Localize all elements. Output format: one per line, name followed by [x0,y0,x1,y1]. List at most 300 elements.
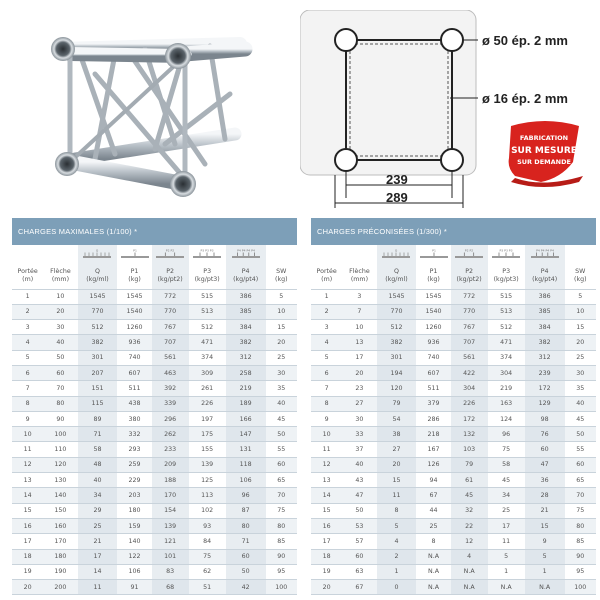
table-cell: 70 [43,381,77,396]
table-cell: 23 [342,381,376,396]
table-cell: 45 [488,473,525,488]
load-diagram-cell [377,245,417,263]
load-diagram-icon [419,248,449,260]
load-diagram-cell [117,245,151,263]
table-cell: 2 [12,304,43,319]
max-loads-title: CHARGES MAXIMALES (1/100) * [12,218,297,245]
table-cell: 770 [377,304,417,319]
brace-label: ø 16 ép. 2 mm [482,91,568,106]
column-header-row [12,263,297,289]
load-diagram-label: P4 P4 P4 P4 [236,248,255,253]
table-cell: 90 [266,549,297,564]
table-cell: 50 [266,427,297,442]
table-cell: 17 [78,549,118,564]
table-cell: 770 [152,304,189,319]
table-cell: 15 [377,473,417,488]
column-header-unit: (m) [22,275,34,283]
table-cell: 207 [78,365,118,380]
outer-width-label: 289 [386,190,408,205]
table-cell: 422 [451,365,488,380]
column-header-unit: (mm) [350,275,369,283]
table-cell: 93 [189,518,226,533]
table-cell: 58 [78,442,118,457]
table-cell: 71 [78,427,118,442]
table-cell: 304 [451,381,488,396]
column-header-name: Q [94,267,100,275]
table-cell: 175 [189,427,226,442]
table-cell: 60 [525,442,565,457]
table-cell: 98 [525,411,565,426]
column-header-name: Flèche [349,267,370,275]
table-cell: 124 [488,411,525,426]
table-cell: 60 [342,549,376,564]
table-cell: 4 [12,335,43,350]
load-diagram-icon [82,248,112,260]
table-cell: 312 [226,350,266,365]
table-cell: 150 [43,503,77,518]
table-row [12,564,297,579]
table-cell: 190 [43,564,77,579]
column-header [488,263,525,289]
table-row [12,549,297,564]
empty-cell [43,245,77,263]
column-header [342,263,376,289]
outer-tube-label: ø 50 ép. 2 mm [482,33,568,48]
column-header-unit: (kg) [427,275,440,283]
table-cell: 740 [416,350,450,365]
table-cell: 40 [43,335,77,350]
table-cell: 79 [451,457,488,472]
table-cell: 511 [117,381,151,396]
table-cell: 34 [78,488,118,503]
table-cell: 1260 [416,320,450,335]
table-cell: 160 [43,518,77,533]
table-cell: 25 [78,518,118,533]
table-cell: 62 [189,564,226,579]
load-diagram-icon [231,248,261,260]
table-cell: 5 [565,289,596,304]
table-cell: 85 [565,534,596,549]
table-cell: 11 [12,442,43,457]
table-cell: 68 [152,580,189,595]
table-cell: 515 [488,289,525,304]
table-cell: 84 [189,534,226,549]
table-cell: 166 [226,411,266,426]
table-cell: 28 [525,488,565,503]
table-cell: 239 [525,365,565,380]
table-cell: 10 [43,289,77,304]
load-diagram-icon [454,248,484,260]
table-cell: 27 [377,442,417,457]
table-cell: 172 [525,381,565,396]
table-cell: 385 [226,304,266,319]
table-cell: 140 [43,488,77,503]
table-cell: 83 [152,564,189,579]
table-row [311,289,596,304]
table-cell: 96 [488,427,525,442]
table-row [12,534,297,549]
table-cell: 80 [43,396,77,411]
table-cell: 90 [565,549,596,564]
empty-cell [311,245,342,263]
table-cell: 139 [189,457,226,472]
table-cell: 170 [43,534,77,549]
table-cell: 20 [377,457,417,472]
table-cell: 13 [12,473,43,488]
table-cell: 37 [342,442,376,457]
recommended-loads-table [311,218,596,590]
column-header [43,263,77,289]
table-row [311,396,596,411]
table-row [311,580,596,595]
table-cell: 332 [117,427,151,442]
load-diagram-label: Q [96,248,99,253]
table-cell: 1260 [117,320,151,335]
table-cell: 1545 [117,289,151,304]
column-header [525,263,565,289]
load-diagram-label: P3 P3 P3 [200,248,214,253]
table-cell: 14 [311,488,342,503]
table-cell: 261 [189,381,226,396]
table-cell: 63 [342,564,376,579]
column-header-name: P3 [203,267,212,275]
table-row [311,427,596,442]
table-cell: 89 [78,411,118,426]
table-cell: 936 [117,335,151,350]
table-cell: 35 [266,381,297,396]
table-cell: 380 [117,411,151,426]
table-cell: 200 [43,580,77,595]
table-cell: 170 [152,488,189,503]
table-cell: 55 [266,442,297,457]
load-diagram-cell [416,245,450,263]
empty-cell [565,245,596,263]
table-cell: 512 [488,320,525,335]
table-cell: 58 [488,457,525,472]
table-row [311,534,596,549]
table-cell: 262 [152,427,189,442]
table-cell: N.A [488,580,525,595]
table-cell: 13 [311,473,342,488]
table-cell: 6 [12,365,43,380]
table-cell: 3 [12,320,43,335]
table-cell: 293 [117,442,151,457]
table-row [311,381,596,396]
empty-cell [342,245,376,263]
load-diagram-cell [525,245,565,263]
table-cell: 50 [226,564,266,579]
table-cell: 121 [152,534,189,549]
table-cell: 226 [189,396,226,411]
table-row [12,411,297,426]
table-row [12,381,297,396]
table-cell: 233 [152,442,189,457]
table-cell: 48 [78,457,118,472]
table-cell: 1545 [377,289,417,304]
table-cell: 10 [12,427,43,442]
table-cell: 126 [416,457,450,472]
table-cell: 17 [488,518,525,533]
table-cell: 100 [43,427,77,442]
load-diagram-label: P1 [132,248,137,253]
column-header [78,263,118,289]
table-cell: 226 [451,396,488,411]
table-cell: 30 [43,320,77,335]
table-cell: 19 [12,564,43,579]
table-cell: 5 [311,350,342,365]
column-header-name: P2 [166,267,175,275]
table-cell: 258 [226,365,266,380]
table-cell: 218 [416,427,450,442]
table-cell: 45 [451,488,488,503]
table-cell: 27 [342,396,376,411]
table-cell: 85 [266,534,297,549]
table-cell: 18 [12,549,43,564]
table-row [311,549,596,564]
column-header-unit: (kg/pt2) [456,275,482,283]
table-cell: 194 [377,365,417,380]
table-cell: 101 [152,549,189,564]
column-header-name: P1 [429,267,438,275]
table-cell: 75 [488,442,525,457]
table-cell: 5 [12,350,43,365]
table-cell: 15 [525,518,565,533]
table-cell: N.A [451,564,488,579]
table-row [311,503,596,518]
table-cell: 139 [152,518,189,533]
table-cell: 30 [565,365,596,380]
table-cell: 382 [525,335,565,350]
inner-width-label: 239 [386,172,408,187]
table-cell: 17 [12,534,43,549]
column-header [311,263,342,289]
table-cell: N.A [525,580,565,595]
table-cell: 100 [565,580,596,595]
table-cell: 75 [565,503,596,518]
table-cell: 12 [311,457,342,472]
load-diagram-cell [226,245,266,263]
empty-cell [266,245,297,263]
table-cell: 57 [342,534,376,549]
table-cell: 172 [451,411,488,426]
table-row [12,580,297,595]
table-cell: 382 [226,335,266,350]
table-cell: 374 [488,350,525,365]
table-cell: 515 [189,289,226,304]
column-header-name: SW [575,267,586,275]
table-cell: 1540 [416,304,450,319]
table-row [12,442,297,457]
load-diagram-cell [451,245,488,263]
table-cell: 219 [226,381,266,396]
table-cell: 561 [152,350,189,365]
table-cell: 40 [266,396,297,411]
table-cell: 5 [488,549,525,564]
table-cell: 30 [342,411,376,426]
table-cell: 115 [78,396,118,411]
table-cell: 163 [488,396,525,411]
table-cell: 35 [565,381,596,396]
table-cell: 25 [565,350,596,365]
load-diagram-icon [530,248,560,260]
table-cell: 95 [565,564,596,579]
table-cell: 50 [342,503,376,518]
table-cell: 96 [226,488,266,503]
table-cell: 106 [117,564,151,579]
table-cell: 80 [565,518,596,533]
table-cell: 129 [525,396,565,411]
table-cell: 47 [525,457,565,472]
column-header-unit: (kg/pt2) [157,275,183,283]
max-loads-table [12,218,297,590]
table-row [12,488,297,503]
table-cell: 21 [525,503,565,518]
table-cell: 382 [377,335,417,350]
table-cell: 70 [565,488,596,503]
load-diagram-label: P3 P3 P3 [499,248,513,253]
table-cell: 463 [152,365,189,380]
load-diagram-cell [78,245,118,263]
table-cell: 772 [451,289,488,304]
table-cell: 90 [43,411,77,426]
load-diagram-icon [491,248,521,260]
table-cell: 309 [189,365,226,380]
table-cell: 229 [117,473,151,488]
table-cell: 8 [311,396,342,411]
table-cell: 512 [189,320,226,335]
column-header-unit: (kg) [574,275,587,283]
column-header-name: P3 [502,267,511,275]
table-cell: 513 [189,304,226,319]
table-cell: 30 [266,365,297,380]
column-header-unit: (kg/ml) [86,275,109,283]
table-cell: 4 [451,549,488,564]
column-header-unit: (kg/pt4) [233,275,259,283]
table-cell: 75 [189,549,226,564]
table-cell: 151 [78,381,118,396]
table-cell: 8 [12,396,43,411]
load-diagram-label: P4 P4 P4 P4 [535,248,554,253]
table-cell: 9 [311,411,342,426]
table-cell: 11 [78,580,118,595]
table-cell: 209 [152,457,189,472]
table-cell: 106 [226,473,266,488]
table-cell: 770 [451,304,488,319]
table-cell: 132 [451,427,488,442]
table-row [311,320,596,335]
table-row [12,457,297,472]
table-cell: 38 [377,427,417,442]
table-cell: 339 [152,396,189,411]
table-cell: 125 [189,473,226,488]
table-cell: 4 [377,534,417,549]
load-diagram-cell [488,245,525,263]
table-cell: 12 [451,534,488,549]
table-cell: 304 [488,365,525,380]
column-header-name: SW [276,267,287,275]
table-row [12,518,297,533]
table-cell: 561 [451,350,488,365]
table-cell: 607 [117,365,151,380]
column-header [266,263,297,289]
table-cell: 110 [43,442,77,457]
load-diagram-label: Q [395,248,398,253]
table-cell: 15 [311,503,342,518]
table-row [12,304,297,319]
table-cell: 1 [12,289,43,304]
table-cell: 1545 [416,289,450,304]
table-cell: 131 [226,442,266,457]
load-diagram-label: P2 P2 [464,248,474,253]
table-cell: 55 [565,442,596,457]
column-header [117,263,151,289]
table-cell: 384 [226,320,266,335]
table-cell: 44 [416,503,450,518]
table-cell: 707 [152,335,189,350]
table-cell: 103 [451,442,488,457]
table-cell: 180 [117,503,151,518]
table-cell: N.A [416,580,450,595]
table-cell: 65 [266,473,297,488]
table-row [12,320,297,335]
column-header [189,263,226,289]
column-header [12,263,43,289]
table-cell: 45 [266,411,297,426]
table-row [311,411,596,426]
table-cell: 154 [152,503,189,518]
table-cell: 1 [377,564,417,579]
table-cell: 60 [226,549,266,564]
table-cell: 9 [525,534,565,549]
table-cell: 10 [311,427,342,442]
table-cell: 80 [266,518,297,533]
table-cell: 386 [226,289,266,304]
table-cell: 189 [226,396,266,411]
table-cell: 43 [342,473,376,488]
table-cell: 6 [311,365,342,380]
table-cell: 259 [117,457,151,472]
table-cell: N.A [416,564,450,579]
table-cell: 10 [266,304,297,319]
table-cell: 707 [451,335,488,350]
badge-line-1: FABRICATION [519,134,569,142]
load-diagram-icon [120,248,150,260]
table-cell: 65 [565,473,596,488]
table-cell: 9 [12,411,43,426]
column-header [565,263,596,289]
table-cell: 80 [226,518,266,533]
table-cell: 8 [377,503,417,518]
table-cell: 113 [189,488,226,503]
table-cell: 1545 [78,289,118,304]
table-cell: 40 [565,396,596,411]
table-cell: 25 [488,503,525,518]
table-cell: 471 [189,335,226,350]
table-cell: N.A [416,549,450,564]
table-cell: 140 [117,534,151,549]
table-cell: 50 [43,350,77,365]
table-cell: 155 [189,442,226,457]
empty-cell [12,245,43,263]
table-row [311,564,596,579]
table-cell: 20 [12,580,43,595]
table-cell: 67 [342,580,376,595]
table-cell: 767 [152,320,189,335]
table-cell: 767 [451,320,488,335]
table-cell: 936 [416,335,450,350]
column-header-name: Q [393,267,399,275]
table-row [311,350,596,365]
